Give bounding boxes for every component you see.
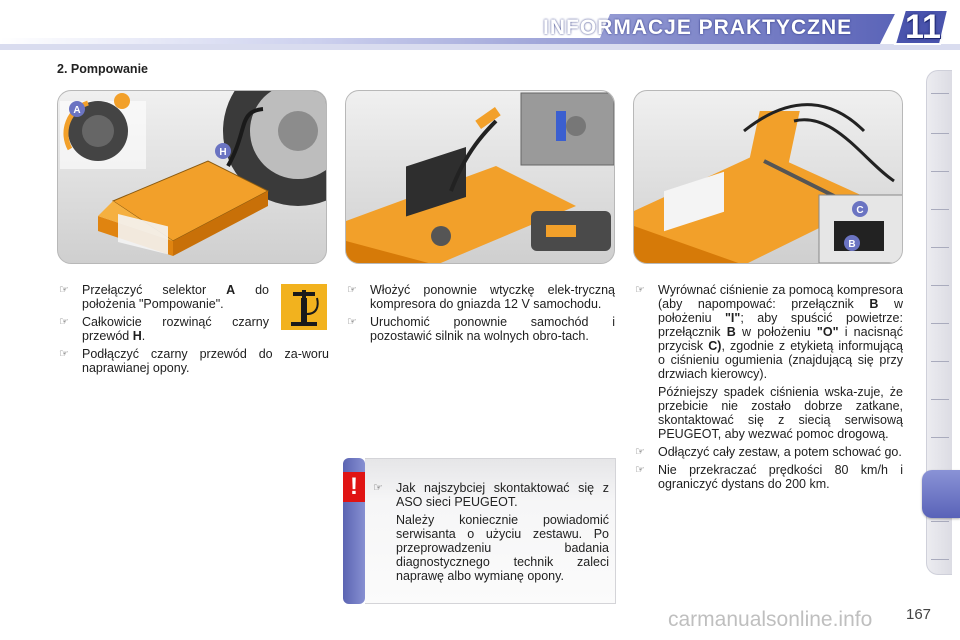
illustration-selector-hose [57,90,327,264]
chapter-title: INFORMACJE PRAKTYCZNE [543,16,853,39]
tab-divider [931,171,949,172]
pointing-hand-icon: ☞ [635,446,645,458]
paragraph: Późniejszy spadek ciśnienia wska-zuje, że przebicie nie zostało dobrze zatkane, skontaktować się z siecią serwisową PEUGEOT, aby wezwać pomoc drogową. [658,385,903,441]
section-title: 2. Pompowanie [57,62,148,76]
chapter-number: 11 [905,8,941,46]
list-item: ☞ Wyrównać ciśnienie za pomocą kompresora (aby napompować: przełącznik B w położeniu "I"; aby spuścić powietrze: przełącznik B w położeniu "O" i nacisnąć przycisk C), zgodnie z etykietą informującą o ciśnieniu ogumienia (znajdującą się przy drzwiach kierowcy). [635,283,904,381]
pointing-hand-icon: ☞ [373,482,383,494]
chapter-tab-active[interactable] [922,470,960,518]
list-item: ☞ Całkowicie rozwinąć czarny przewód H. [59,315,269,343]
warning-box [343,458,616,604]
tab-divider [931,559,949,560]
list-item: ☞ Odłączyć cały zestaw, a potem schować go. [635,445,902,459]
watermark: carmanualsonline.info [668,608,873,631]
pointing-hand-icon: ☞ [59,284,69,296]
selector-key: A [226,283,236,297]
list-item: ☞ Jak najszybciej skontaktować się z ASO sieci PEUGEOT. [373,481,609,509]
tab-divider [931,93,949,94]
pump-mode-icon [281,284,327,330]
tab-divider [931,133,949,134]
pointing-hand-icon: ☞ [347,316,357,328]
illustration-power-plug [345,90,615,264]
tab-divider [931,361,949,362]
pointing-hand-icon: ☞ [635,284,645,296]
column-3 [633,283,903,495]
tab-divider [931,399,949,400]
page-number: 167 [906,606,932,623]
illustration-compressor-plug [346,91,615,264]
page-header [0,0,960,50]
callout-label-c: C [856,205,864,216]
tab-divider [931,323,949,324]
tab-divider [931,437,949,438]
pointing-hand-icon: ☞ [347,284,357,296]
tab-divider [931,247,949,248]
list-item: ☞ Przełączyć selektor A do położenia "Pompowanie". [59,283,269,311]
callout-label-h: H [219,147,227,158]
pointing-hand-icon: ☞ [59,316,69,328]
illustration-compressor-gauge [634,91,903,264]
tab-divider [931,285,949,286]
callout-label-a: A [73,105,81,116]
exclamation-icon: ! [343,472,365,502]
tab-divider [931,209,949,210]
list-item: ☞ Nie przekraczać prędkości 80 km/h i ograniczyć dystans do 200 km. [635,463,903,491]
pointing-hand-icon: ☞ [59,348,69,360]
list-item: ☞ Uruchomić ponownie samochód i pozostawić silnik na wolnych obro-tach. [347,315,615,343]
pointing-hand-icon: ☞ [635,464,645,476]
illustration-pressure-adjust [633,90,903,264]
list-item: ☞ Włożyć ponownie wtyczkę elek-tryczną kompresora do gniazda 12 V samochodu. [347,283,615,311]
column-2 [345,283,615,347]
callout-label-b: B [848,239,856,250]
tab-divider [931,521,949,522]
list-item: ☞ Podłączyć czarny przewód do za-woru naprawianej opony. [59,347,329,375]
illustration-compressor-tyre [58,91,327,264]
paragraph: Należy koniecznie powiadomić serwisanta o użyciu zestawu. Po przeprowadzeniu badania diagnostycznego technik zaleci naprawę albo wymianę opony. [396,513,609,583]
warning-body [365,458,616,604]
hose-key: H [132,329,142,343]
